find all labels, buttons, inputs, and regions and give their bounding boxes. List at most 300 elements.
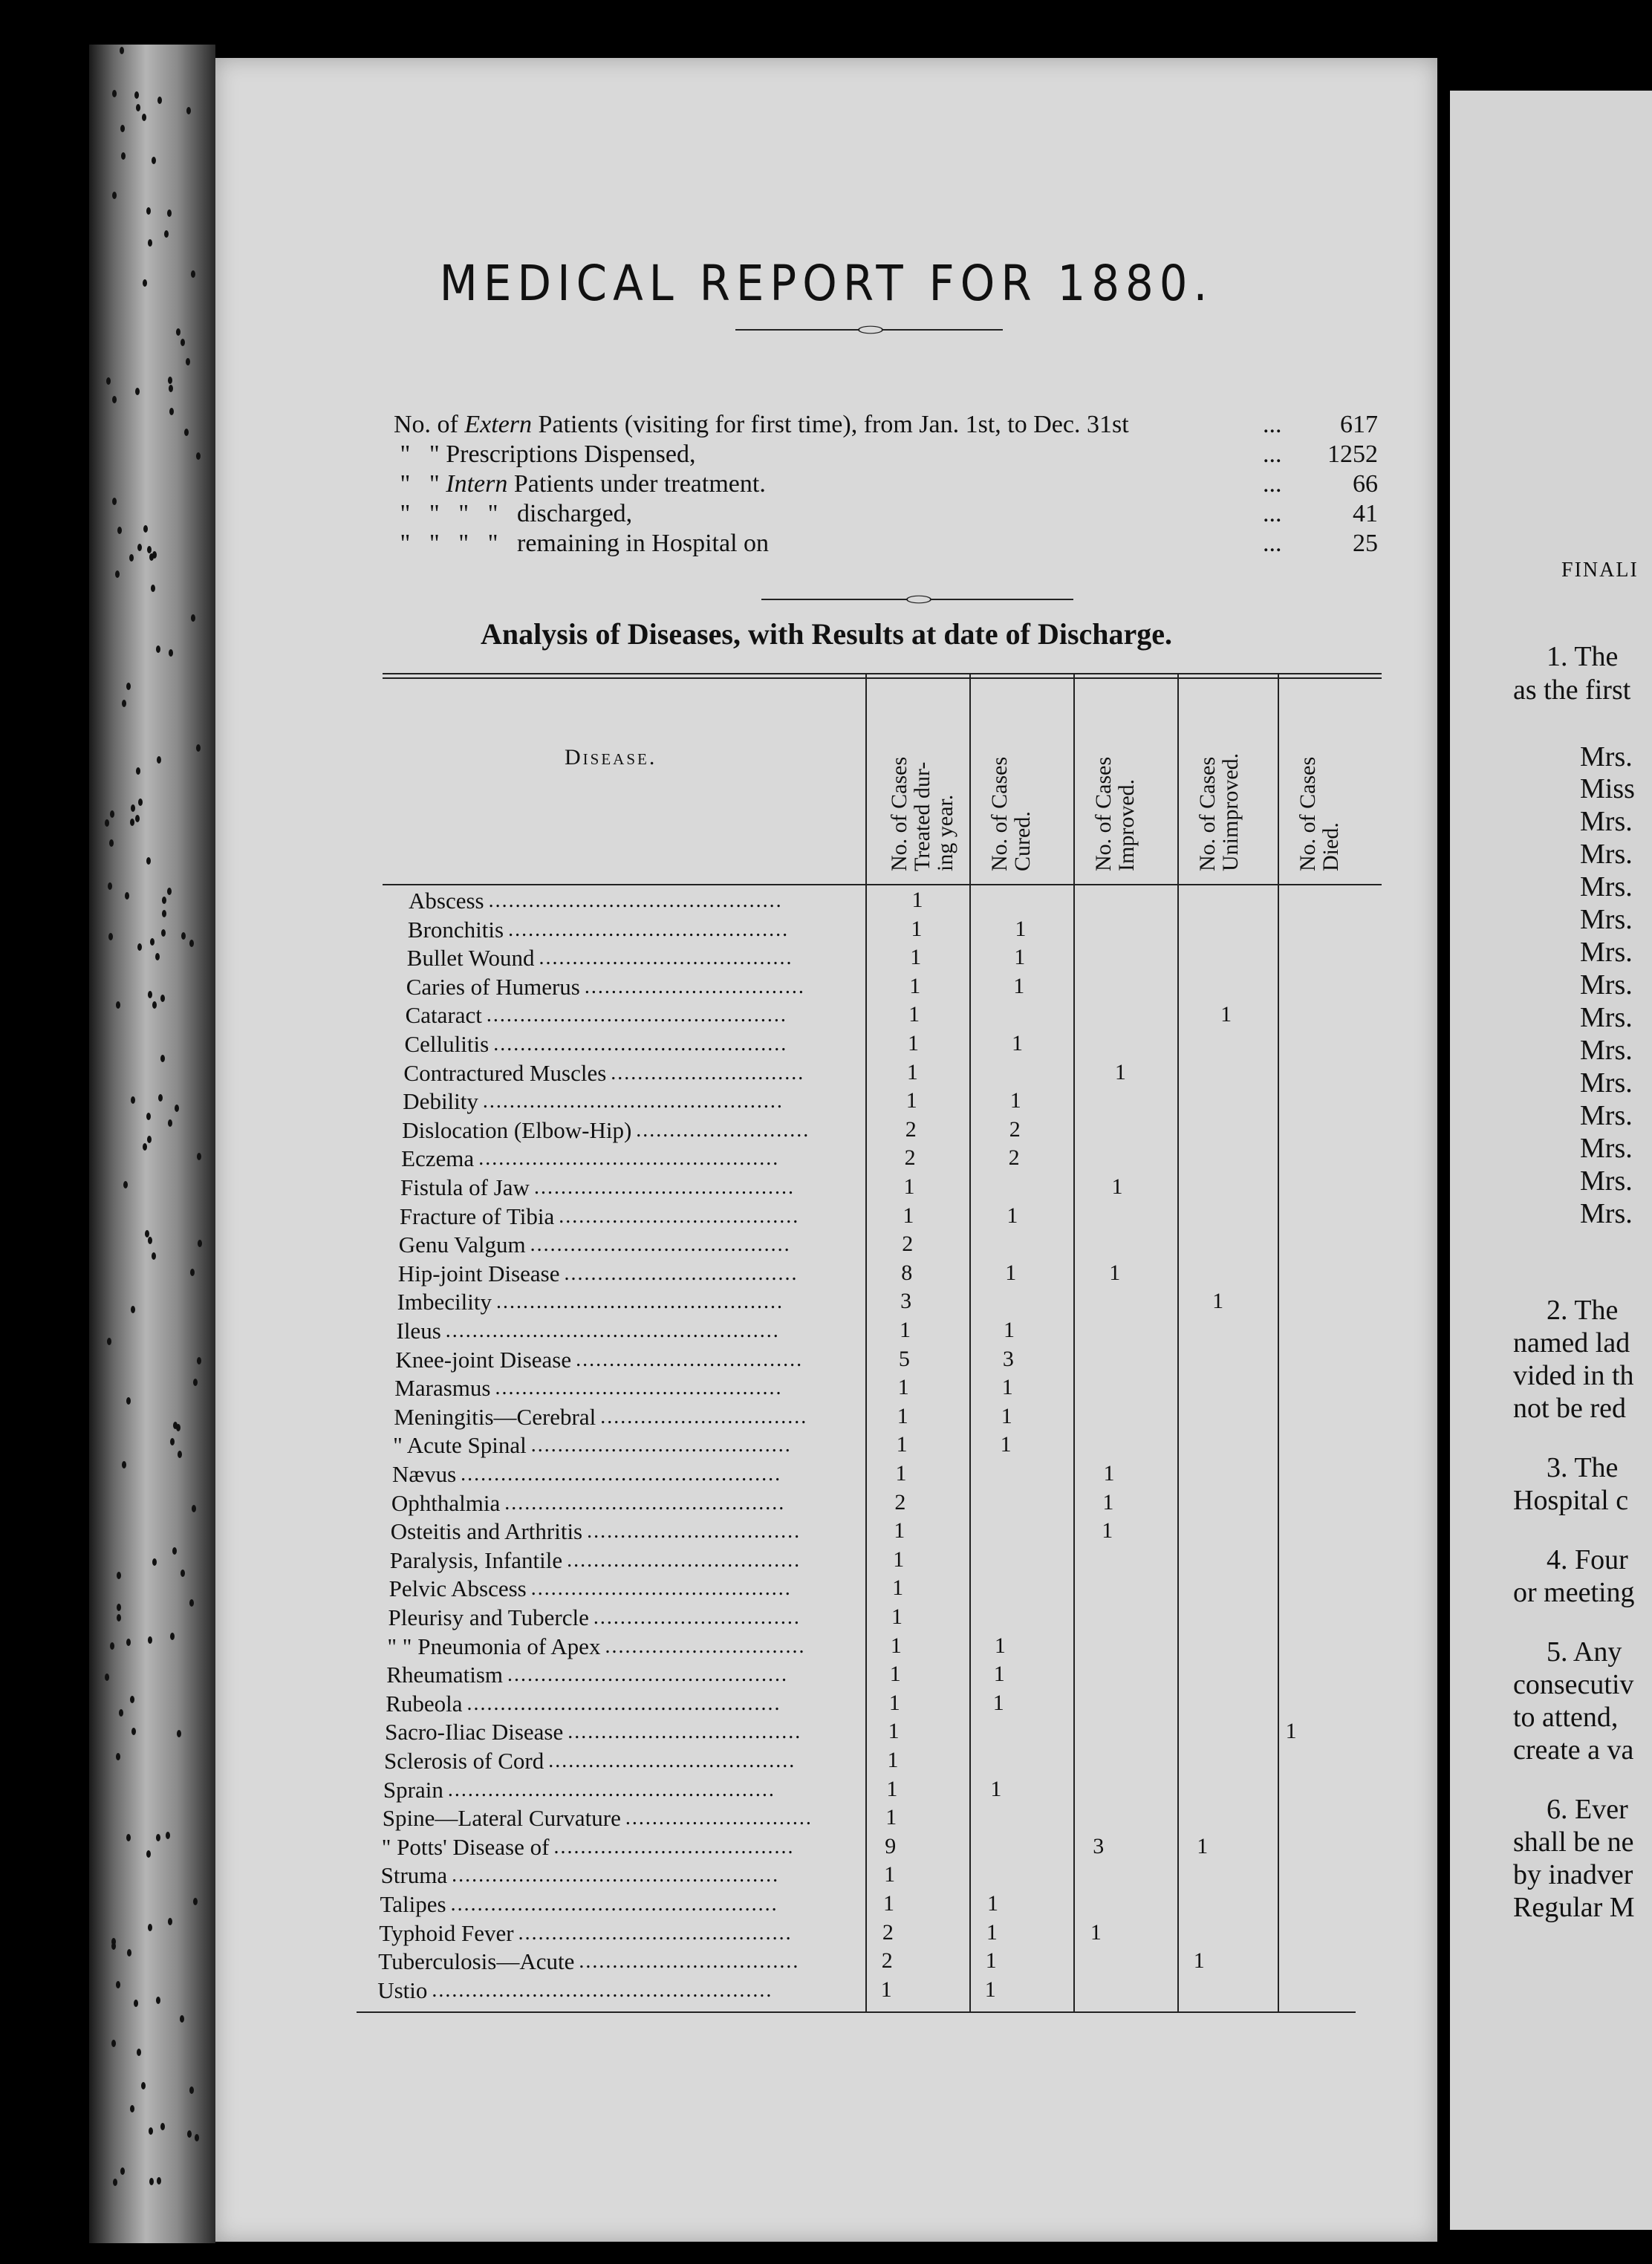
leader-dots: .......................... xyxy=(636,1118,810,1142)
disease-name: Ophthalmia xyxy=(391,1489,501,1516)
cell-cured: 1 xyxy=(985,1948,997,1974)
spine-speck xyxy=(143,1143,147,1151)
cell-cured: 2 xyxy=(1009,1116,1021,1142)
column-header: No. of Cases Improved. xyxy=(1091,756,1139,871)
cell-treated: 3 xyxy=(900,1289,912,1314)
spine-speck xyxy=(169,408,174,415)
spine-speck xyxy=(146,1113,151,1120)
spine-speck xyxy=(169,649,173,657)
facing-page-line: not be red xyxy=(1513,1393,1626,1424)
disease-name: Nævus xyxy=(392,1461,457,1487)
title-ornament-diamond xyxy=(858,326,883,334)
spine-speck xyxy=(137,2049,141,2056)
cell-treated: 1 xyxy=(894,1518,905,1544)
disease-name: Spine—Lateral Curvature xyxy=(382,1805,621,1832)
cell-treated: 1 xyxy=(896,1432,908,1457)
cell-improved: 1 xyxy=(1111,1174,1123,1199)
leader-dots: ................................. xyxy=(584,975,805,998)
stat-ellipsis: ... xyxy=(1263,500,1282,527)
spine-speck xyxy=(146,1850,151,1858)
cell-died: 1 xyxy=(1285,1719,1297,1744)
cell-treated: 1 xyxy=(905,1088,917,1113)
leader-dots: .......................................... xyxy=(504,1491,786,1515)
cell-treated: 1 xyxy=(908,1031,919,1055)
spine-speck xyxy=(191,270,195,278)
facing-page-line: create a va xyxy=(1513,1734,1634,1766)
stat-label-text: " " Prescriptions Dispensed, xyxy=(394,440,696,468)
facing-page-line: by inadver xyxy=(1513,1859,1633,1890)
disease-name: Rheumatism xyxy=(386,1662,504,1688)
leader-dots: .............................. xyxy=(605,1634,806,1658)
disease-name: Sacro-Iliac Disease xyxy=(385,1719,564,1746)
spine-speck xyxy=(117,527,122,534)
spine-speck xyxy=(167,209,172,217)
disease-column-header: Disease. xyxy=(565,745,657,770)
facing-page-line: Miss xyxy=(1580,773,1635,804)
spine-speck xyxy=(136,104,140,111)
spine-speck xyxy=(168,1918,172,1925)
stat-label-text: No. of xyxy=(394,411,465,438)
cell-improved: 1 xyxy=(1114,1059,1126,1084)
spine-speck xyxy=(175,1105,179,1112)
spine-speck xyxy=(135,815,140,822)
stat-label-text: " " " " discharged, xyxy=(394,500,633,527)
leader-dots: ............................................. xyxy=(478,1147,780,1171)
spine-speck xyxy=(191,614,195,622)
disease-name: " " Pneumonia of Apex xyxy=(387,1633,601,1659)
disease-name: " Potts' Disease of xyxy=(381,1833,550,1860)
cell-treated: 1 xyxy=(884,1862,896,1887)
column-header: No. of Cases Cured. xyxy=(987,756,1035,871)
cell-improved: 1 xyxy=(1109,1260,1121,1285)
leader-dots: ................................................. xyxy=(447,1777,775,1801)
leader-dots: ................................... xyxy=(567,1548,801,1572)
leader-dots: .................................. xyxy=(576,1347,804,1371)
spine-speck xyxy=(127,1949,131,1956)
facing-page-line: 6. Ever xyxy=(1547,1794,1628,1825)
book-spine-edge xyxy=(89,45,215,2243)
disease-name: Rubeola xyxy=(386,1690,463,1717)
facing-page-line: shall be ne xyxy=(1513,1827,1634,1858)
disease-name: Meningitis—Cerebral xyxy=(394,1403,596,1430)
cell-treated: 1 xyxy=(903,1174,915,1199)
stat-ellipsis: ... xyxy=(1263,530,1282,557)
spine-speck xyxy=(112,396,117,403)
cell-cured: 1 xyxy=(1004,1318,1015,1342)
stat-value: 1252 xyxy=(1327,440,1378,468)
spine-speck xyxy=(160,2123,165,2130)
spine-speck xyxy=(156,1834,160,1841)
facing-page-line: Mrs. xyxy=(1580,937,1633,968)
cell-unimproved: 1 xyxy=(1197,1833,1209,1858)
stat-label-text: " " " " remaining in Hospital on xyxy=(394,530,770,557)
leader-dots: .......................................... xyxy=(508,917,790,941)
stat-row xyxy=(394,411,1434,440)
spine-speck xyxy=(157,97,162,104)
spine-speck xyxy=(111,1942,116,1950)
spine-speck xyxy=(189,1599,194,1607)
spine-speck xyxy=(161,929,166,937)
spine-speck xyxy=(198,1240,202,1247)
stat-label-text: Patients (visiting for first time), from Jan. 1st, to Dec. 31st xyxy=(532,411,1129,438)
disease-name: Typhoid Fever xyxy=(379,1919,514,1946)
spine-speck xyxy=(120,2167,125,2175)
spine-speck xyxy=(107,1338,111,1345)
spine-speck xyxy=(121,152,126,160)
spine-speck xyxy=(108,933,113,940)
cell-cured: 1 xyxy=(993,1662,1005,1687)
cell-unimproved: 1 xyxy=(1193,1948,1205,1974)
cell-cured: 1 xyxy=(1009,1088,1021,1113)
spine-speck xyxy=(143,525,148,533)
table-bottom-rule xyxy=(357,2011,1356,2013)
cell-treated: 1 xyxy=(909,973,921,998)
cell-cured: 1 xyxy=(1012,1031,1023,1055)
spine-speck xyxy=(131,1306,135,1313)
leader-dots: ............................ xyxy=(625,1806,813,1830)
leader-dots: ........................................... xyxy=(495,1376,783,1400)
spine-speck xyxy=(122,700,126,707)
spine-speck xyxy=(130,1696,134,1703)
disease-name: Talipes xyxy=(380,1891,446,1917)
spine-speck xyxy=(125,892,129,900)
spine-speck xyxy=(178,1451,182,1458)
col-divider-1 xyxy=(865,674,867,2011)
spine-speck xyxy=(147,546,152,553)
cell-improved: 1 xyxy=(1090,1919,1102,1945)
spine-speck xyxy=(146,207,151,215)
disease-name: Dislocation (Elbow-Hip) xyxy=(402,1116,632,1143)
cell-improved: 1 xyxy=(1102,1489,1114,1515)
spine-speck xyxy=(141,2082,146,2089)
facing-page-line: Mrs. xyxy=(1580,1035,1633,1066)
spine-speck xyxy=(143,279,147,287)
cell-cured: 1 xyxy=(1015,916,1027,941)
cell-treated: 2 xyxy=(902,1232,914,1257)
stat-value: 66 xyxy=(1353,470,1378,498)
cell-cured: 2 xyxy=(1008,1145,1020,1171)
col-divider-4 xyxy=(1177,674,1179,2011)
leader-dots: ............................................... xyxy=(466,1691,781,1715)
cell-cured: 3 xyxy=(1002,1346,1014,1371)
leader-dots: ....................................... xyxy=(530,1434,792,1457)
disease-name: Fracture of Tibia xyxy=(399,1203,555,1229)
spine-speck xyxy=(116,1001,120,1009)
spine-speck xyxy=(146,857,151,865)
stat-value: 617 xyxy=(1340,411,1378,438)
spine-speck xyxy=(126,1639,131,1646)
spine-speck xyxy=(152,1001,157,1009)
spine-speck xyxy=(129,554,134,562)
cell-treated: 1 xyxy=(892,1575,904,1601)
spine-speck xyxy=(196,452,201,460)
spine-speck xyxy=(168,377,172,384)
cell-treated: 1 xyxy=(888,1719,900,1744)
stat-label xyxy=(394,411,1129,439)
disease-name: Debility xyxy=(403,1088,478,1115)
spine-speck xyxy=(126,1397,131,1405)
leader-dots: ................................................ xyxy=(461,1463,782,1486)
disease-name: Imbecility xyxy=(397,1289,492,1315)
disease-name: Pleurisy and Tubercle xyxy=(388,1604,589,1630)
spine-speck xyxy=(115,570,120,578)
page-title: MEDICAL REPORT FOR 1880. xyxy=(439,255,1214,312)
cell-treated: 1 xyxy=(903,1203,914,1228)
leader-dots: ............................... xyxy=(600,1405,808,1428)
stat-row xyxy=(394,530,1434,559)
column-header: No. of Cases Unimproved. xyxy=(1195,752,1243,871)
facing-page-line: Mrs. xyxy=(1580,1100,1633,1131)
facing-page-line: named lad xyxy=(1513,1327,1630,1359)
stat-label-emphasis: Intern xyxy=(446,470,508,498)
leader-dots: ............................................ xyxy=(488,889,783,912)
spine-speck xyxy=(130,2105,134,2112)
spine-speck xyxy=(137,544,142,551)
cell-treated: 1 xyxy=(885,1805,897,1830)
spine-speck xyxy=(156,1997,160,2004)
cell-improved: 1 xyxy=(1103,1461,1115,1486)
disease-name: Bullet Wound xyxy=(406,945,535,972)
spine-speck xyxy=(195,2134,199,2141)
leader-dots: ................................. xyxy=(579,1950,800,1974)
stat-label xyxy=(394,440,695,469)
spine-speck xyxy=(162,910,166,917)
leader-dots: ....................................... xyxy=(530,1577,792,1601)
spine-speck xyxy=(148,239,152,247)
cell-improved: 3 xyxy=(1093,1833,1105,1858)
stat-value: 41 xyxy=(1353,500,1378,527)
spine-speck xyxy=(166,1832,170,1839)
spine-speck xyxy=(173,1422,178,1429)
cell-cured: 1 xyxy=(986,1919,998,1945)
cell-unimproved: 1 xyxy=(1212,1289,1224,1314)
spine-speck xyxy=(193,1898,198,1905)
section-ornament-diamond xyxy=(906,596,931,604)
leader-dots: ................................... xyxy=(568,1720,802,1744)
spine-speck xyxy=(177,1730,181,1737)
stat-ellipsis: ... xyxy=(1263,470,1282,498)
disease-name: Abscess xyxy=(409,888,484,914)
leader-dots: ...................................... xyxy=(539,946,793,970)
spine-speck xyxy=(109,839,114,847)
spine-speck xyxy=(137,943,142,951)
facing-page-line: Mrs. xyxy=(1580,839,1633,870)
cell-treated: 1 xyxy=(908,1002,920,1027)
spine-speck xyxy=(108,882,112,890)
facing-page-line: Mrs. xyxy=(1580,1165,1633,1197)
leader-dots: ............................... xyxy=(593,1606,801,1629)
cell-treated: 1 xyxy=(890,1633,902,1658)
spine-speck xyxy=(157,2177,161,2185)
spine-speck xyxy=(162,897,166,904)
disease-name: Cellulitis xyxy=(404,1031,490,1057)
stat-row xyxy=(394,440,1434,470)
column-header: No. of Cases Died. xyxy=(1295,756,1343,871)
spine-speck xyxy=(149,2178,154,2185)
spine-speck xyxy=(186,107,191,114)
spine-speck xyxy=(112,90,117,97)
disease-name: Osteitis and Arthritis xyxy=(390,1518,583,1545)
spine-speck xyxy=(116,1753,120,1760)
spine-speck xyxy=(181,1569,185,1577)
cell-treated: 2 xyxy=(894,1489,906,1515)
spine-speck xyxy=(134,2000,138,2007)
facing-page-line: Mrs. xyxy=(1580,904,1633,935)
facing-page-line: 4. Four xyxy=(1547,1544,1628,1575)
leader-dots: ............................................. xyxy=(486,1003,787,1027)
spine-speck xyxy=(186,358,190,365)
facing-page-line: 2. The xyxy=(1547,1295,1619,1326)
spine-speck xyxy=(131,1096,135,1104)
cell-treated: 1 xyxy=(911,916,923,941)
cell-treated: 1 xyxy=(911,888,923,912)
facing-page-line: Mrs. xyxy=(1580,806,1633,837)
spine-speck xyxy=(134,91,139,99)
spine-speck xyxy=(167,888,172,895)
spine-speck xyxy=(120,47,124,54)
spine-speck xyxy=(170,1438,175,1445)
spine-speck xyxy=(181,339,185,346)
cell-treated: 1 xyxy=(883,1891,894,1916)
spine-speck xyxy=(148,1636,152,1644)
cell-treated: 5 xyxy=(898,1346,910,1371)
spine-speck xyxy=(112,498,117,505)
facing-page-line: Mrs. xyxy=(1580,1133,1633,1164)
cell-treated: 2 xyxy=(904,1145,916,1171)
cell-treated: 1 xyxy=(893,1546,905,1572)
spine-speck xyxy=(145,1230,149,1237)
cell-cured: 1 xyxy=(1007,1203,1018,1228)
table-subtitle: Analysis of Diseases, with Results at date of Discharge. xyxy=(480,617,1173,651)
cell-treated: 1 xyxy=(889,1662,901,1687)
cell-treated: 1 xyxy=(906,1059,918,1084)
cell-cured: 1 xyxy=(1005,1260,1017,1285)
facing-page-heading: FINALI xyxy=(1561,559,1639,582)
table-header-rule xyxy=(383,884,1382,885)
leader-dots: ............................................. xyxy=(482,1090,784,1113)
cell-treated: 1 xyxy=(887,1748,899,1772)
spine-speck xyxy=(113,2179,117,2186)
facing-page-line: as the first xyxy=(1513,674,1631,706)
leader-dots: ............................. xyxy=(611,1061,805,1084)
spine-speck xyxy=(122,1461,126,1468)
spine-speck xyxy=(148,991,152,998)
cell-treated: 1 xyxy=(886,1776,898,1801)
disease-name: Hip-joint Disease xyxy=(397,1260,560,1286)
spine-speck xyxy=(187,2130,192,2138)
spine-speck xyxy=(152,157,156,164)
stat-value: 25 xyxy=(1353,530,1378,557)
report-page xyxy=(215,58,1437,2242)
spine-speck xyxy=(184,429,189,436)
spine-speck xyxy=(152,1558,157,1566)
cell-treated: 2 xyxy=(905,1116,917,1142)
spine-speck xyxy=(190,1269,195,1276)
spine-speck xyxy=(110,1642,114,1650)
facing-page-line: Regular M xyxy=(1513,1892,1635,1923)
stat-label-text: " " xyxy=(394,470,446,498)
spine-speck xyxy=(160,995,165,1002)
cell-cured: 1 xyxy=(994,1633,1006,1658)
spine-speck xyxy=(136,767,140,775)
col-divider-5 xyxy=(1278,674,1279,2011)
cell-treated: 2 xyxy=(881,1948,893,1974)
facing-page-line: Mrs. xyxy=(1580,1002,1633,1033)
spine-speck xyxy=(117,1604,121,1611)
spine-speck xyxy=(164,230,169,238)
facing-page-line: Mrs. xyxy=(1580,1067,1633,1099)
spine-speck xyxy=(105,819,109,827)
leader-dots: .................................... xyxy=(559,1204,800,1228)
facing-page-line: Mrs. xyxy=(1580,871,1633,902)
spine-speck xyxy=(131,1728,136,1735)
stat-label xyxy=(394,470,766,498)
disease-name: Cataract xyxy=(405,1002,482,1029)
facing-page-line: Mrs. xyxy=(1580,741,1633,772)
spine-speck xyxy=(172,1547,177,1555)
stat-row xyxy=(394,470,1434,500)
disease-name: Marasmus xyxy=(394,1375,491,1402)
leader-dots: ................................................. xyxy=(450,1893,778,1916)
leader-dots: ................................ xyxy=(587,1520,801,1544)
cell-unimproved: 1 xyxy=(1220,1002,1232,1027)
disease-name: Sprain xyxy=(383,1776,443,1803)
facing-page-line: 3. The xyxy=(1547,1452,1619,1483)
facing-page-line: consecutiv xyxy=(1513,1669,1634,1700)
spine-speck xyxy=(149,553,154,561)
spine-speck xyxy=(142,114,146,121)
stat-label-text: Patients under treatment. xyxy=(507,470,766,498)
cell-cured: 1 xyxy=(1013,973,1025,998)
cell-treated: 1 xyxy=(880,1977,892,2002)
spine-speck xyxy=(169,385,173,392)
spine-speck xyxy=(197,1153,201,1160)
cell-cured: 1 xyxy=(992,1690,1004,1715)
spine-speck xyxy=(189,940,194,947)
facing-page-line: Hospital c xyxy=(1513,1485,1629,1516)
facing-page-line: or meeting xyxy=(1513,1577,1635,1608)
spine-speck xyxy=(126,1834,131,1841)
cell-treated: 8 xyxy=(901,1260,913,1285)
table-top-rule xyxy=(383,673,1382,674)
cell-cured: 1 xyxy=(1001,1403,1012,1428)
spine-speck xyxy=(157,756,161,764)
facing-page-line: 5. Any xyxy=(1547,1636,1622,1668)
stat-label xyxy=(394,500,632,528)
spine-speck xyxy=(150,938,155,946)
col-divider-2 xyxy=(969,674,971,2011)
disease-name: Pelvic Abscess xyxy=(388,1575,527,1602)
spine-speck xyxy=(130,819,134,826)
spine-speck xyxy=(131,804,135,812)
spine-speck xyxy=(147,1136,152,1143)
spine-speck xyxy=(192,1505,196,1512)
facing-page-line: to attend, xyxy=(1513,1702,1619,1733)
cell-cured: 1 xyxy=(1001,1375,1013,1400)
spine-speck xyxy=(116,1981,120,1988)
leader-dots: ..................................... xyxy=(548,1749,796,1772)
disease-name: Genu Valgum xyxy=(398,1232,526,1258)
leader-dots: ....................................... xyxy=(533,1176,795,1199)
spine-speck xyxy=(112,192,117,199)
stat-row xyxy=(394,500,1434,530)
disease-name: Ileus xyxy=(396,1318,441,1344)
spine-speck xyxy=(181,932,186,940)
cell-cured: 1 xyxy=(990,1776,1002,1801)
spine-speck xyxy=(197,1357,201,1364)
spine-speck xyxy=(110,810,114,818)
cell-treated: 1 xyxy=(900,1318,911,1342)
